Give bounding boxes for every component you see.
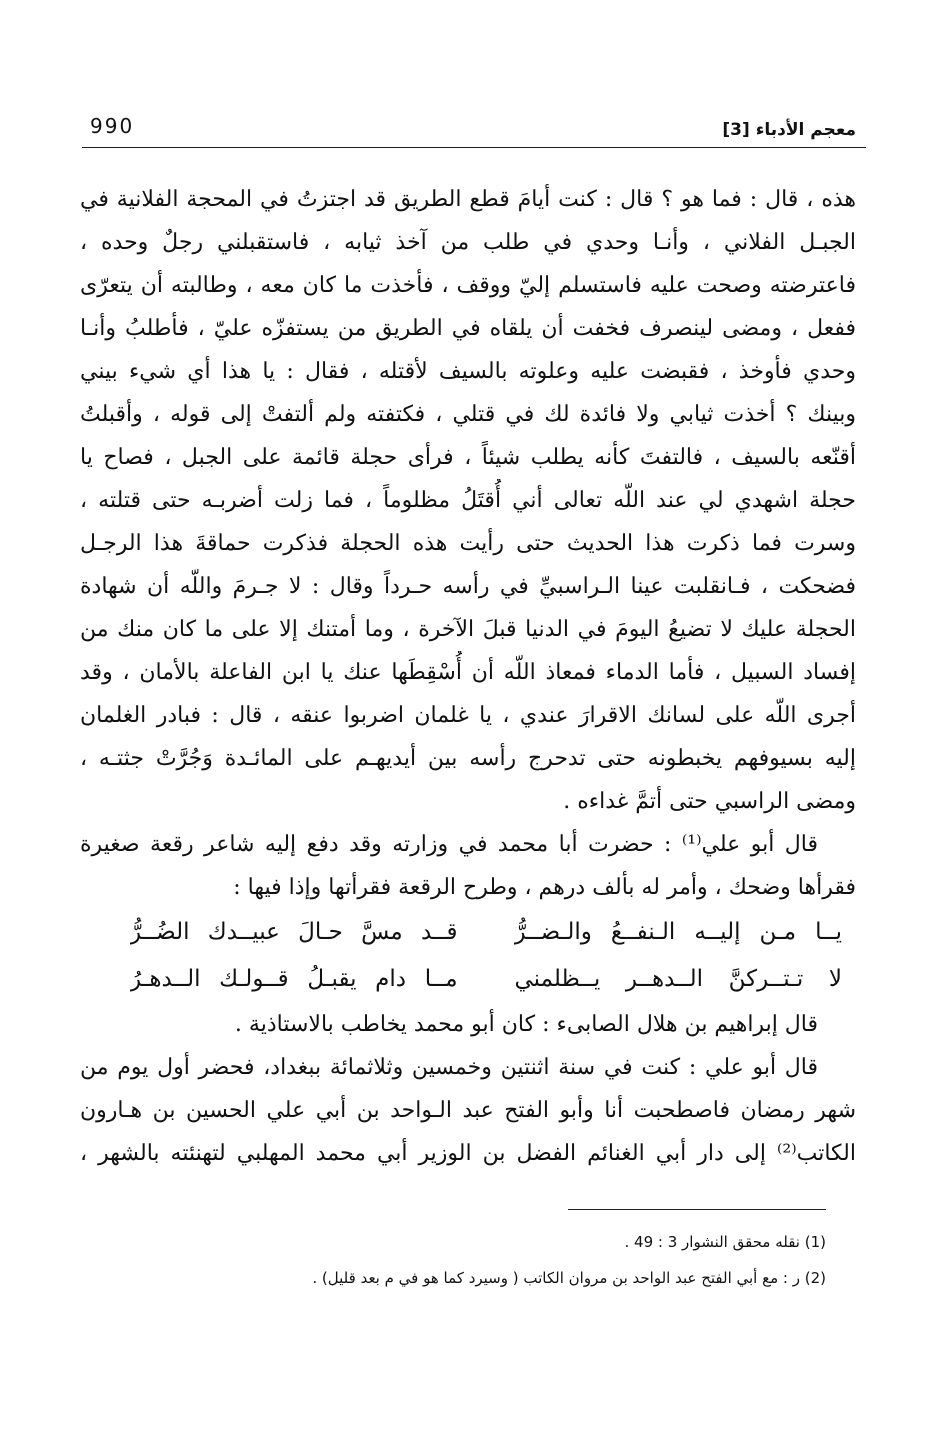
body-text <box>80 178 856 1175</box>
footnote-rule <box>568 1209 826 1210</box>
paragraph-line: قال إبراهيم بن هلال الصابىء : كان أبو محمد يخاطب بالاستاذية . <box>234 1012 818 1037</box>
verse-second-half: مــا دام يقبـلُ قــولـك الــدهـرُ <box>130 966 458 992</box>
running-head: معجم الأدباء [3] <box>722 120 856 140</box>
text-line: ففعل ، ومضى لينصرف فخفت أن يلقاه في الطريق من يستفزّه عليّ ، فأطلبُ وأنـا <box>80 316 856 341</box>
verse-first-half: يــا مـن إليــه الـنفــعُ والـضــرُّ <box>514 919 842 945</box>
page-number: 990 <box>90 114 135 138</box>
paragraph-line: قال أبو علي⁽¹⁾ : حضرت أبا محمد في وزارته وقد دفع إليه شاعر رقعة صغيرة <box>80 832 818 857</box>
text-line: ومضى الراسبي حتى أتمَّ غداءه . <box>563 789 856 814</box>
footnote: (1) نقله محقق النشوار 3 : 49 . <box>624 1233 826 1251</box>
verse-first-half: لا تـتــركنَّ الــدهــر يــظلمني <box>514 966 842 992</box>
paragraph-line: قال أبو علي : كنت في سنة اثنتين وخمسين وثلاثمائة ببغداد، فحضر أول يوم من <box>80 1055 818 1080</box>
paragraph-line: شهر رمضان فاصطحبت أنا وأبو الفتح عبد الـواحد بن أبي علي الحسين بن هـارون <box>80 1098 856 1123</box>
verse <box>80 909 856 956</box>
text-line: الجبـل الفلاني ، وأنـا وحدي في طلب من آخذ ثيابه ، فاستقبلني رجلٌ وحده ، <box>80 230 856 255</box>
text-line: هذه ، قال : فما هو ؟ قال : كنت أيامَ قطع الطريق قد اجتزتُ في المحجة الفلانية في <box>80 187 856 212</box>
text-line: وسرت فما ذكرت هذا الحديث حتى رأيت هذه الحجلة فذكرت حماقةَ هذا الرجـل <box>80 531 856 556</box>
text-line: إفساد السبيل ، فأما الدماء فمعاذ اللّه أن أُسْقِطَها عنك يا ابن الفاعلة بالأمان ، وقد <box>80 660 856 685</box>
footnotes <box>80 1224 826 1296</box>
text-line: الحجلة عليك لا تضيعُ اليومَ في الدنيا قبلَ الآخرة ، وما أمتنك إلا على ما كان منك من <box>80 617 856 642</box>
text-line: حجلة اشهدي لي عند اللّه تعالى أني أُقتَلُ مظلوماً ، فما زلت أضربـه حتى قتلته ، <box>80 488 856 513</box>
paragraph-line: فقرأها وضحك ، وأمر له بألف درهم ، وطرح الرقعة فقرأتها وإذا فيها : <box>233 875 856 900</box>
footnote: (2) ر : مع أبي الفتح عبد الواحد بن مروان الكاتب ( وسيرد كما هو في م بعد قليل) . <box>312 1269 826 1287</box>
verse <box>80 956 856 1003</box>
header-rule <box>82 147 866 148</box>
text-line: أقنّعه بالسيف ، فالتفتَ كأنه يطلب شيئاً ، فرأى حجلة قائمة على الجبل ، فصاح يا <box>80 445 856 470</box>
verse-second-half: قــد مسَّ حـالَ عبيــدك الضُــرُّ <box>130 919 458 945</box>
paragraph-line: الكاتب⁽²⁾ إلى دار أبي الغنائم الفضل بن الوزير أبي محمد المهلبي لتهنئته بالشهر ، <box>80 1141 856 1166</box>
text-line: أجرى اللّه على لسانك الاقرارَ عندي ، يا غلمان اضربوا عنقه ، قال : فبادر الغلمان <box>80 703 856 728</box>
text-line: إليه بسيوفهم يخبطونه حتى تدحرج رأسه بين أيديهـم على المائـدة وَجُرَّتْ جثتـه ، <box>80 746 856 771</box>
text-line: وبينك ؟ أخذت ثيابي ولا فائدة لك في قتلي ، فكتفته ولم ألتفتْ إلى قوله ، وأقبلتُ <box>80 402 856 427</box>
text-line: فاعترضته وصحت عليه فاستسلم إليّ ووقف ، فأخذت ما كان معه ، وطالبته أن يتعرّى <box>80 273 856 298</box>
text-line: وحدي فأوخذ ، فقبضت عليه وعلوته بالسيف لأقتله ، فقال : يا هذا أي شيء بيني <box>80 359 856 384</box>
text-line: فضحكت ، فـانقلبت عينا الـراسبيِّ في رأسه حـرداً وقال : لا جـرمَ واللّه أن شهادة <box>80 574 856 599</box>
